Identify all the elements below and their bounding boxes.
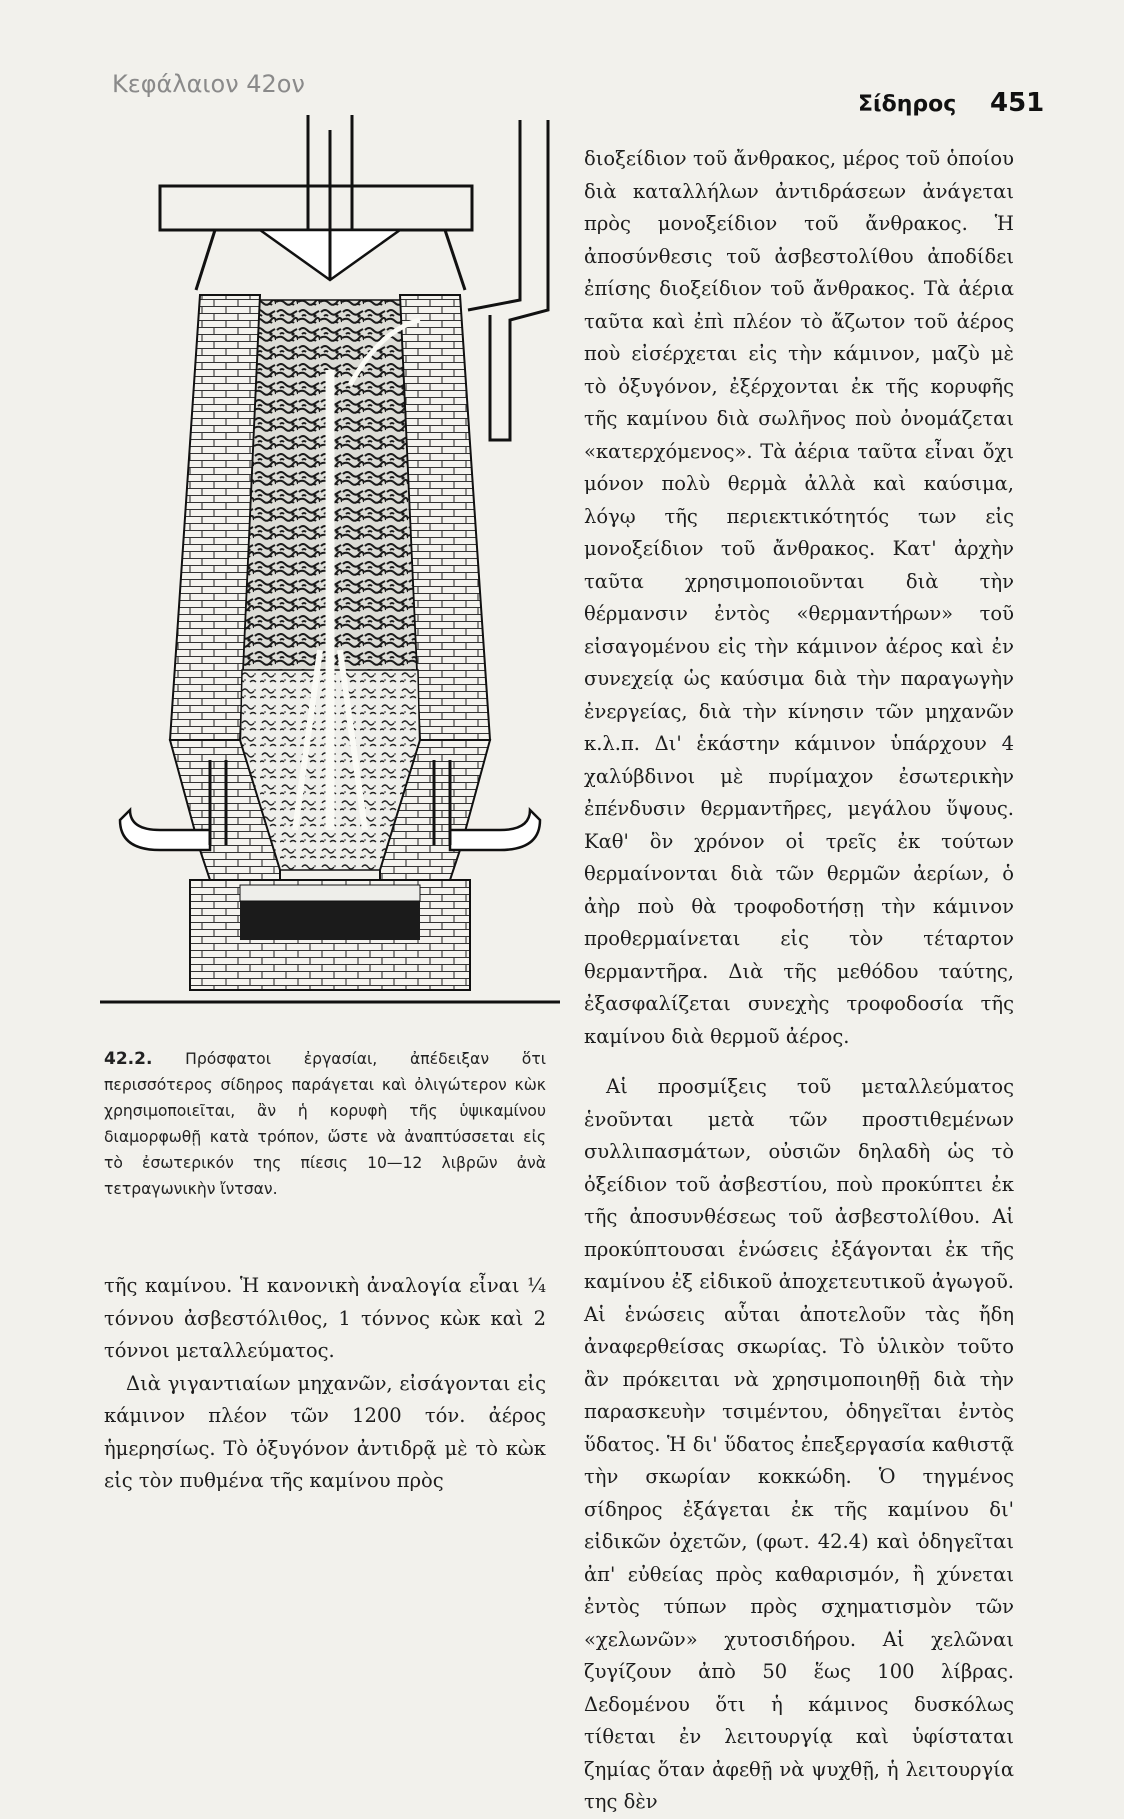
chapter-heading: Κεφάλαιον 42ον xyxy=(112,70,305,98)
figure-number: 42.2. xyxy=(104,1049,153,1069)
paragraph: τῆς καμίνου. Ἡ κανονικὴ ἀναλογία εἶναι ¼ τόννου ἀσβεστόλιθος, 1 τόννος κὼκ καὶ 2 τόννοι μεταλλεύματος. xyxy=(104,1274,546,1362)
downcomer-pipe xyxy=(468,120,548,440)
figure-caption xyxy=(104,1046,546,1202)
charging-hopper-frame xyxy=(160,186,472,230)
molten-iron xyxy=(240,900,420,940)
left-column-text xyxy=(104,1270,546,1498)
figure-caption-text: Πρόσφατοι ἐργασίαι, ἀπέδειξαν ὅτι περισσότερος σίδηρος παράγεται καὶ ὀλιγώτερον κὼκ χρησιμοποιεῖται, ἂν ἡ κορυφὴ τῆς ὑψικαμίνου διαμορφωθῇ κατὰ τρόπον, ὥστε νὰ ἀναπτύσσεται εἰς τὸ ἐσωτερικόν της πίεσις 10—12 λιβρῶν ἀνὰ τετραγωνικὴν ἴντσαν. xyxy=(104,1050,546,1198)
blast-furnace-illustration xyxy=(100,110,560,1010)
page-number: 451 xyxy=(990,88,1045,118)
paragraph: Αἱ προσμίξεις τοῦ μεταλλεύματος ἑνοῦνται μετὰ τῶν προστιθεμένων συλλιπασμάτων, οὐσιῶν δηλαδὴ ὡς τὸ ὀξείδιον τοῦ ἀσβεστίου, ποὺ προκύπτει ἐκ τῆς ἀποσυνθέσεως τοῦ ἀσβεστολίθου. Αἱ προκύπτουσαι ἑνώσεις ἐξάγονται ἐκ τῆς καμίνου ἐξ εἰδικοῦ ἀποχετευτικοῦ ἀγωγοῦ. Αἱ ἑνώσεις αὗται ἀποτελοῦν τὰς ἤδη ἀναφερθείσας σκωρίας. Τὸ ὑλικὸν τοῦτο ἂν πρόκειται νὰ χρησιμοποιηθῇ διὰ τὴν παρασκευὴν τσιμέντου, ὁδηγεῖται ἐντὸς ὕδατος. Ἡ δι' ὕδατος ἐπεξεργασία καθιστᾷ τὴν σκωρίαν κοκκώδη. Ὁ τηγμένος σίδηρος ἐξάγεται ἐκ τῆς καμίνου δι' εἰδικῶν ὀχετῶν, (φωτ. 42.4) καὶ ὁδηγεῖται ἀπ' εὐθείας πρὸς καθαρισμόν, ἢ χύνεται ἐντὸς τύπων πρὸς σχηματισμὸν τῶν «χελωνῶν» χυτοσιδήρου. Αἱ χελῶναι ζυγίζουν ἀπὸ 50 ἕως 100 λίβρας. Δεδομένου ὅτι ἡ κάμινος δυσκόλως τίθεται ἐν λειτουργίᾳ καὶ ὑφίσταται ζημίας ὅταν ἀφεθῇ νὰ ψυχθῇ, ἡ λειτουργία της δὲν xyxy=(584,1075,1014,1813)
paragraph: διοξείδιον τοῦ ἄνθρακος, μέρος τοῦ ὁποίου διὰ καταλλήλων ἀντιδράσεων ἀνάγεται πρὸς μονοξείδιον τοῦ ἄνθρακος. Ἡ ἀποσύνθεσις τοῦ ἀσβεστολίθου ἀποδίδει ἐπίσης διοξείδιον τοῦ ἄνθρακος. Τὰ ἀέρια ταῦτα καὶ ἐπὶ πλέον τὸ ἄζωτον τοῦ ἀέρος ποὺ εἰσέρχεται εἰς τὴν κάμινον, μαζὺ μὲ τὸ ὀξυγόνον, ἐξέρχονται ἐκ τῆς κορυφῆς τῆς καμίνου διὰ σωλῆνος ποὺ ὀνομάζεται «κατερχόμενος». Τὰ ἀέρια ταῦτα εἶναι ὄχι μόνον πολὺ θερμὰ ἀλλὰ καὶ καύσιμα, λόγῳ τῆς περιεκτικότητός των εἰς μονοξείδιον τοῦ ἄνθρακος. Κατ' ἀρχὴν ταῦτα χρησιμοποιοῦνται διὰ τὴν θέρμανσιν ἐντὸς «θερμαντήρων» τοῦ εἰσαγομένου εἰς τὴν κάμινον ἀέρος καὶ ἐν συνεχείᾳ ὡς καύσιμα διὰ τὴν παραγωγὴν ἐνεργείας, διὰ τὴν κίνησιν τῶν μηχανῶν κ.λ.π. Δι' ἑκάστην κάμινον ὑπάρχουν 4 χαλύβδινοι μὲ πυρίμαχον ἐσωτερικὴν ἐπένδυσιν θερμαντῆρες, μεγάλου ὕψους. Καθ' ὃν χρόνον οἱ τρεῖς ἐκ τούτων θερμαίνονται διὰ τῶν θερμῶν ἀερίων, ὁ ἀὴρ ποὺ θὰ τροφοδοτήσῃ τὴν κάμινον προθερμαίνεται εἰς τὸν τέταρτον θερμαντῆρα. Διὰ τῆς μεθόδου ταύτης, ἐξασφαλίζεται συνεχὴς τροφοδοσία τῆς καμίνου διὰ θερμοῦ ἀέρος. xyxy=(584,147,1014,1048)
paragraph: Διὰ γιγαντιαίων μηχανῶν, εἰσάγονται εἰς κάμινον πλέον τῶν 1200 τόν. ἀέρος ἡμερησίως. Τὸ ὀξυγόνον ἀντιδρᾷ μὲ τὸ κὼκ εἰς τὸν πυθμένα τῆς καμίνου πρὸς xyxy=(104,1371,546,1492)
running-title: Σίδηρος xyxy=(858,92,957,117)
right-column-text xyxy=(584,143,1014,1819)
